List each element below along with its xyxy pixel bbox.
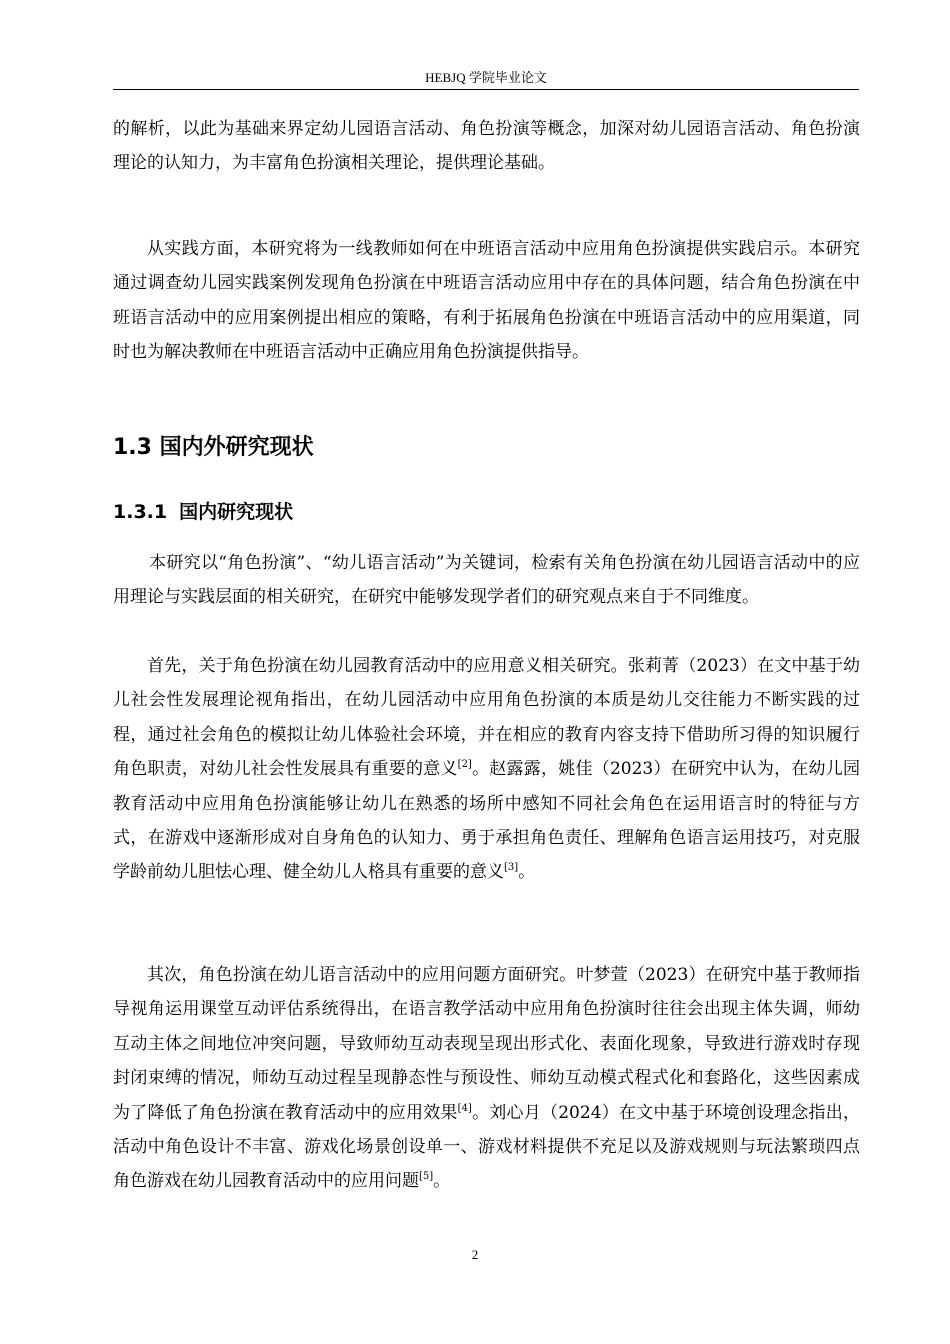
paragraph-application-significance xyxy=(113,649,860,890)
paragraph-text: 其次，角色扮演在幼儿语言活动中的应用问题方面研究。叶梦萱（2023）在研究中基于教师指导视角运用课堂互动评估系统得出，在语言教学活动中应用角色扮演时往往会出现主体失调，师幼互动主体之间地位冲突问题，导致师幼互动表现呈现出形式化、表面化现象，导致进行游戏时存现封闭束缚的情况，师幼互动过程呈现静态性与预设性、师幼互动模式程式化和套路化，这些因素成为了降低了角色扮演在教育活动中的应用效果 xyxy=(113,965,860,1123)
subsection-heading xyxy=(113,495,293,529)
paragraph-text: 。 xyxy=(518,862,536,883)
paragraph-text: 。 xyxy=(433,1171,451,1192)
page-number: 2 xyxy=(471,1247,479,1262)
citation-ref: [3] xyxy=(504,862,519,874)
citation-ref: [4] xyxy=(457,1102,472,1114)
paragraph-application-problems xyxy=(113,958,860,1199)
subsection-title: 国内研究现状 xyxy=(179,501,294,523)
paragraph-practice-significance: 从实践方面，本研究将为一线教师如何在中班语言活动中应用角色扮演提供实践启示。本研究通过调查幼儿园实践案例发现角色扮演在中班语言活动应用中存在的具体问题，结合角色扮演在中班语言活动中的应用案例提出相应的策略，有利于拓展角色扮演在中班语言活动中的应用渠道，同时也为解决教师在中班语言活动中正确应用角色扮演提供指导。 xyxy=(113,239,860,363)
subsection-number: 1.3.1 xyxy=(113,501,168,523)
paragraph-text: 首先，关于角色扮演在幼儿园教育活动中的应用意义相关研究。张莉菁（2023）在文中基于幼儿社会性发展理论视角指出，在幼儿园活动中应用角色扮演的本质是幼儿交往能力不断实践的过程，通过社会角色的模拟让幼儿体验社会环境，并在相应的教育内容支持下借助所习得的知识履行角色职责，对幼儿社会性发展具有重要的意义 xyxy=(113,656,860,780)
section-heading: 1.3 国内外研究现状 xyxy=(113,435,314,460)
paragraph-search-keywords: 本研究以“角色扮演”、“幼儿语言活动”为关键词，检索有关角色扮演在幼儿园语言活动中的应用理论与实践层面的相关研究，在研究中能够发现学者们的研究观点来自于不同维度。 xyxy=(113,553,860,608)
paragraph-text: 。刘心月（2024）在文中基于环境创设理念指出，活动中角色设计不丰富、游戏化场景创设单一、游戏材料提供不充足以及游戏规则与玩法繁琐四点角色游戏在幼儿园教育活动中的应用问题 xyxy=(113,1102,861,1192)
paragraph-text: 。赵露露，姚佳（2023）在研究中认为，在幼儿园教育活动中应用角色扮演能够让幼儿在熟悉的场所中感知不同社会角色在运用语言时的特征与方式，在游戏中逐渐形成对自身角色的认知力、勇于承担角色责任、理解角色语言运用技巧，对克服学龄前幼儿胆怯心理、健全幼儿人格具有重要的意义 xyxy=(113,759,861,883)
header-divider xyxy=(113,89,859,90)
running-header: HEBJQ 学院毕业论文 xyxy=(425,70,547,85)
paragraph-theory-continuation: 的解析，以此为基础来界定幼儿园语言活动、角色扮演等概念，加深对幼儿园语言活动、角色扮演理论的认知力，为丰富角色扮演相关理论，提供理论基础。 xyxy=(113,119,860,174)
citation-ref: [2] xyxy=(457,759,472,771)
citation-ref: [5] xyxy=(419,1171,434,1183)
